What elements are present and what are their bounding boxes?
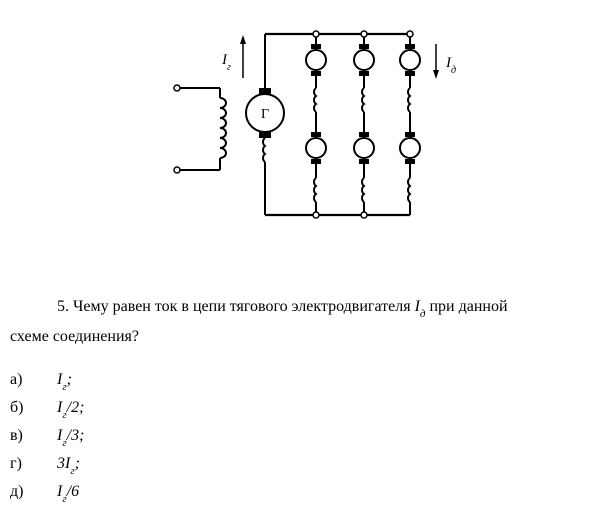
option-letter: а) [10,371,23,388]
motor-armature-3a [400,44,420,76]
terminal-bottom [174,167,180,173]
motor-current-arrow [433,44,439,79]
terminal-top [174,85,180,91]
motor-armature-1a [306,44,326,76]
option-value: $I_г/2$; [57,399,85,421]
motor-current-label: $I_д$ [446,55,457,76]
question-current: I [414,298,420,315]
question-text-before: Чему равен ток в цепи тягового электродвигателя [73,298,411,315]
node-top-2 [361,31,367,37]
generator-current-arrow [240,35,246,78]
question-number: 5. [57,298,69,315]
generator [246,88,284,138]
option-letter: д) [10,483,24,500]
question-line-1 [57,297,508,324]
option-value: $I_г$; [57,371,72,393]
node-bottom-2 [361,212,367,218]
option-value: $3I_г$; [57,455,80,477]
excitation-winding [177,88,226,170]
option-letter: б) [10,399,24,416]
generator-current-label: $I_г$ [222,52,231,73]
motor-armature-2b [354,132,374,164]
node-bottom-1 [313,212,319,218]
node-top-1 [313,31,319,37]
motor-armature-3b [400,132,420,164]
option-value: $I_г/3$; [57,427,85,449]
generator-symbol: Г [260,107,270,122]
option-letter: г) [10,455,22,472]
option-letter: в) [10,427,23,444]
option-value: $I_г/6$ [57,483,80,505]
motor-armature-1b [306,132,326,164]
node-top-3 [407,31,413,37]
question-current-sub: д [419,308,426,320]
question-text-after: при данной [429,298,508,315]
question-line-2: схеме соединения? [10,328,139,345]
motor-armature-2a [354,44,374,76]
